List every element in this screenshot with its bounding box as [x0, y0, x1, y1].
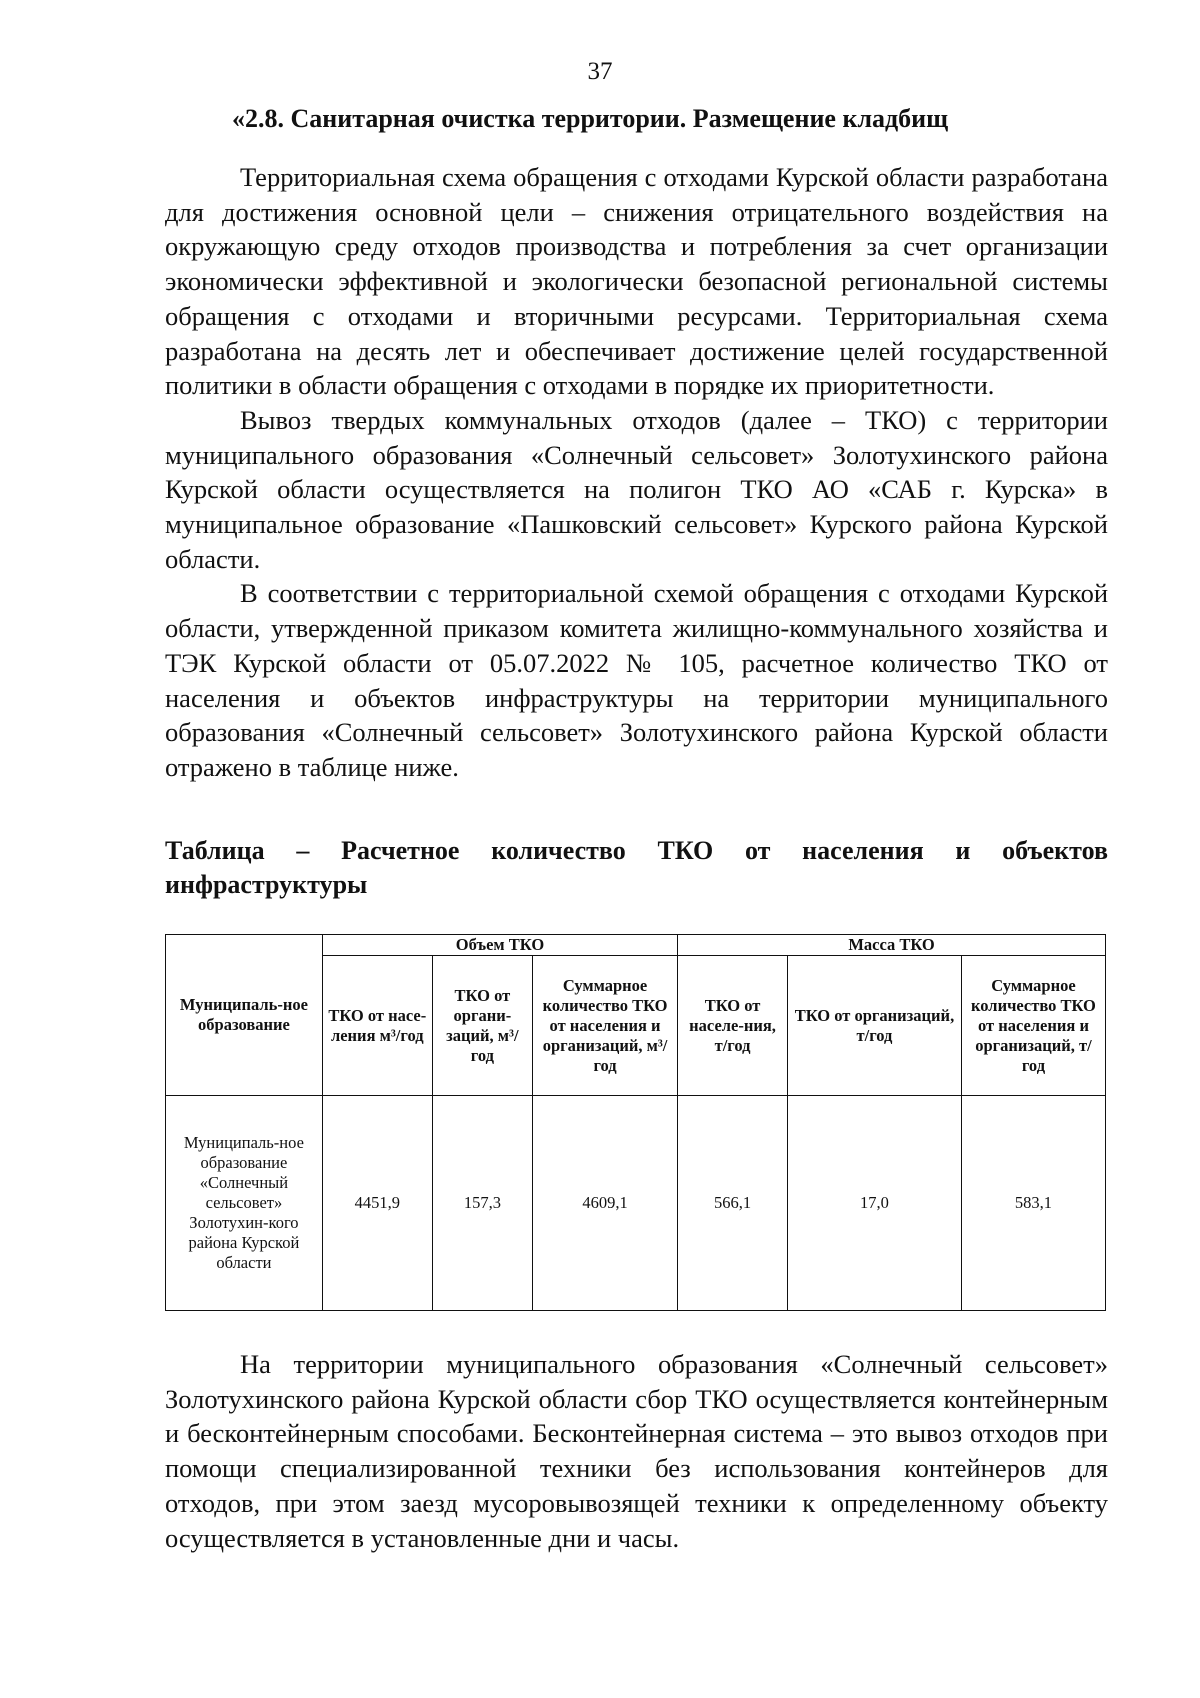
- body-text: [165, 160, 1108, 785]
- cell-volume-population: 4451,9: [322, 1096, 432, 1311]
- header-volume-population: ТКО от насе-ления м³/год: [322, 956, 432, 1096]
- header-volume-organizations: ТКО от органи-заций, м³/год: [432, 956, 532, 1096]
- cell-municipality: Муниципаль-ное образование «Солнечный сельсовет» Золотухин-кого района Курской области: [166, 1096, 323, 1311]
- cell-volume-total: 4609,1: [533, 1096, 678, 1311]
- cell-volume-organizations: 157,3: [432, 1096, 532, 1311]
- paragraph-collection-methods: На территории муниципального образования «Солнечный сельсовет» Золотухинского района Курской области сбор ТКО осуществляется контейнерным и бесконтейнерным способами. Бесконтейнерная система – это вывоз отходов при помощи специализированной техники без использования контейнеров для отходов, при этом заезд мусоровывозящей техники к определенному объекту осуществляется в установленные дни и часы.: [165, 1349, 1108, 1553]
- section-title: «2.8. Санитарная очистка территории. Размещение кладбищ: [232, 104, 949, 133]
- cell-mass-population: 566,1: [678, 1096, 788, 1311]
- header-mass-total: Суммарное количество ТКО от населения и организаций, т/год: [961, 956, 1105, 1096]
- closing-text: [165, 1347, 1108, 1555]
- header-mass-population: ТКО от населе-ния, т/год: [678, 956, 788, 1096]
- paragraph-waste-scheme: Территориальная схема обращения с отходами Курской области разработана для достижения основной цели – снижения отрицательного воздействия на окружающую среду отходов производства и потребления за счет организации экономически эффективной и экологически безопасной региональной системы обращения с отходами и вторичными ресурсами. Территориальная схема разработана на десять лет и обеспечивает достижение целей государственной политики в области обращения с отходами в порядке их приоритетности.: [165, 162, 1108, 401]
- header-group-volume: Объем ТКО: [322, 935, 677, 956]
- cell-mass-total: 583,1: [961, 1096, 1105, 1311]
- header-municipality: Муниципаль-ное образование: [166, 935, 323, 1096]
- header-mass-organizations: ТКО от организаций, т/год: [788, 956, 962, 1096]
- header-volume-total: Суммарное количество ТКО от населения и организаций, м³/год: [533, 956, 678, 1096]
- page-number: 37: [587, 58, 613, 85]
- cell-mass-organizations: 17,0: [788, 1096, 962, 1311]
- paragraph-calculated-amount: В соответствии с территориальной схемой обращения с отходами Курской области, утвержденной приказом комитета жилищно-коммунального хозяйства и ТЭК Курской области от 05.07.2022 № 105, расчетное количество ТКО от населения и объектов инфраструктуры на территории муниципального образования «Солнечный сельсовет» Золотухинского района Курской области отражено в таблице ниже.: [165, 578, 1108, 782]
- tko-table: [165, 934, 1106, 1311]
- header-group-mass: Масса ТКО: [678, 935, 1106, 956]
- table-caption: Таблица – Расчетное количество ТКО от населения и объектов инфраструктуры: [165, 836, 1108, 899]
- paragraph-waste-removal: Вывоз твердых коммунальных отходов (далее – ТКО) с территории муниципального образования «Солнечный сельсовет» Золотухинского района Курской области осуществляется на полигон ТКО АО «САБ г. Курска» в муниципальное образование «Пашковский сельсовет» Курского района Курской области.: [165, 404, 1108, 574]
- table-row: [166, 1096, 1106, 1311]
